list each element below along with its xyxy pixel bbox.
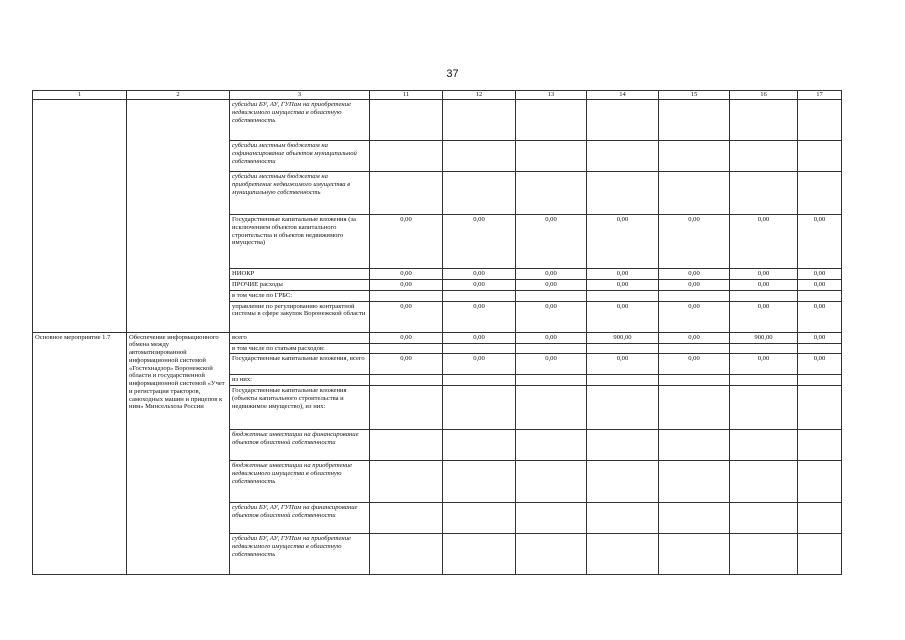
cell-value: 0,00 bbox=[516, 301, 587, 332]
row-label: бюджетные инвестиции на финансирование объектов областной собственности bbox=[230, 430, 370, 461]
col-header: 14 bbox=[587, 91, 659, 100]
cell-value: 0,00 bbox=[587, 215, 659, 269]
row-label: субсидии БУ, АУ, ГУПам на финансирование объектов областной собственности bbox=[230, 503, 370, 534]
measure-code: Основное мероприятие 1.7 bbox=[33, 332, 127, 575]
cell-value: 0,00 bbox=[730, 215, 798, 269]
cell-value: 0,00 bbox=[443, 215, 516, 269]
row-label: Государственные капитальные вложения (за исключением объектов капитального строительства и объектов недвижимого имущества) bbox=[230, 215, 370, 269]
cell-value: 0,00 bbox=[798, 301, 842, 332]
row-label: Государственные капитальные вложения, всего bbox=[230, 354, 370, 375]
cell-value: 0,00 bbox=[443, 280, 516, 291]
cell-value: 0,00 bbox=[798, 215, 842, 269]
row-label: управление по регулированию контрактной системы в сфере закупок Воронежской области bbox=[230, 301, 370, 332]
cell-value: 900,00 bbox=[730, 332, 798, 343]
measure-code-cell bbox=[33, 100, 127, 333]
cell-value: 0,00 bbox=[659, 301, 730, 332]
cell-value: 0,00 bbox=[516, 332, 587, 343]
cell-value: 0,00 bbox=[370, 332, 443, 343]
cell-value: 0,00 bbox=[443, 332, 516, 343]
row-label: в том числе по статьям расходов: bbox=[230, 343, 370, 354]
col-header: 11 bbox=[370, 91, 443, 100]
cell-value: 0,00 bbox=[659, 280, 730, 291]
col-header: 1 bbox=[33, 91, 127, 100]
cell-value: 0,00 bbox=[370, 280, 443, 291]
row-label: из них: bbox=[230, 375, 370, 386]
header-row bbox=[33, 91, 842, 100]
col-header: 16 bbox=[730, 91, 798, 100]
cell-value: 0,00 bbox=[798, 269, 842, 280]
cell-value: 0,00 bbox=[659, 354, 730, 375]
col-header: 12 bbox=[443, 91, 516, 100]
col-header: 17 bbox=[798, 91, 842, 100]
row-label: Государственные капитальные вложения (объекты капитального строительства и недвижимое имущество), из них: bbox=[230, 386, 370, 430]
col-header: 15 bbox=[659, 91, 730, 100]
cell-value: 0,00 bbox=[730, 280, 798, 291]
row-label: всего bbox=[230, 332, 370, 343]
row-label: бюджетные инвестиции на приобретение недвижимого имущества в областную собственность bbox=[230, 461, 370, 503]
cell-value: 900,00 bbox=[587, 332, 659, 343]
cell-value: 0,00 bbox=[370, 354, 443, 375]
cell-value: 0,00 bbox=[587, 354, 659, 375]
cell-value: 0,00 bbox=[516, 354, 587, 375]
cell-value: 0,00 bbox=[516, 269, 587, 280]
row-label: субсидии местным бюджетам на софинансирование объектов муниципальной собственности bbox=[230, 141, 370, 172]
cell-value: 0,00 bbox=[516, 215, 587, 269]
row-label: субсидии местным бюджетам на приобретение недвижимого имущества в муниципальную собственность bbox=[230, 172, 370, 215]
col-header: 3 bbox=[230, 91, 370, 100]
cell-value: 0,00 bbox=[370, 301, 443, 332]
col-header: 2 bbox=[127, 91, 230, 100]
cell-value: 0,00 bbox=[730, 301, 798, 332]
cell-value: 0,00 bbox=[659, 332, 730, 343]
cell-value: 0,00 bbox=[587, 269, 659, 280]
cell-value: 0,00 bbox=[798, 280, 842, 291]
cell-value: 0,00 bbox=[443, 269, 516, 280]
measure-name-cell bbox=[127, 100, 230, 333]
row-label: НИОКР bbox=[230, 269, 370, 280]
cell-value: 0,00 bbox=[443, 354, 516, 375]
cell-value: 0,00 bbox=[587, 301, 659, 332]
table-row bbox=[33, 100, 842, 141]
cell-value: 0,00 bbox=[659, 269, 730, 280]
cell-value: 0,00 bbox=[443, 301, 516, 332]
cell-value: 0,00 bbox=[516, 280, 587, 291]
budget-table bbox=[32, 90, 842, 575]
cell-value: 0,00 bbox=[798, 332, 842, 343]
cell-value: 0,00 bbox=[370, 269, 443, 280]
page-number: 37 bbox=[446, 68, 459, 80]
cell-value: 0,00 bbox=[659, 215, 730, 269]
row-label: субсидии БУ, АУ, ГУПам на приобретение недвижимого имущества в областную собственность bbox=[230, 534, 370, 575]
cell-value: 0,00 bbox=[587, 280, 659, 291]
row-label: ПРОЧИЕ расходы bbox=[230, 280, 370, 291]
row-label: в том числе по ГРБС: bbox=[230, 290, 370, 301]
cell-value: 0,00 bbox=[730, 354, 798, 375]
measure-name: Обеспечение информационного обмена между автоматизированной информационной системой «Гостехнадзор» Воронежской области и государственной информационной системой «Учет и регистрация тракторов, самоходных машин и прицепов к ним» Минсельхоза России bbox=[127, 332, 230, 575]
cell-value: 0,00 bbox=[798, 354, 842, 375]
table-row bbox=[33, 332, 842, 343]
row-label: субсидии БУ, АУ, ГУПам на приобретение недвижимого имущества в областную собственность bbox=[230, 100, 370, 141]
col-header: 13 bbox=[516, 91, 587, 100]
cell-value: 0,00 bbox=[370, 215, 443, 269]
cell-value: 0,00 bbox=[730, 269, 798, 280]
